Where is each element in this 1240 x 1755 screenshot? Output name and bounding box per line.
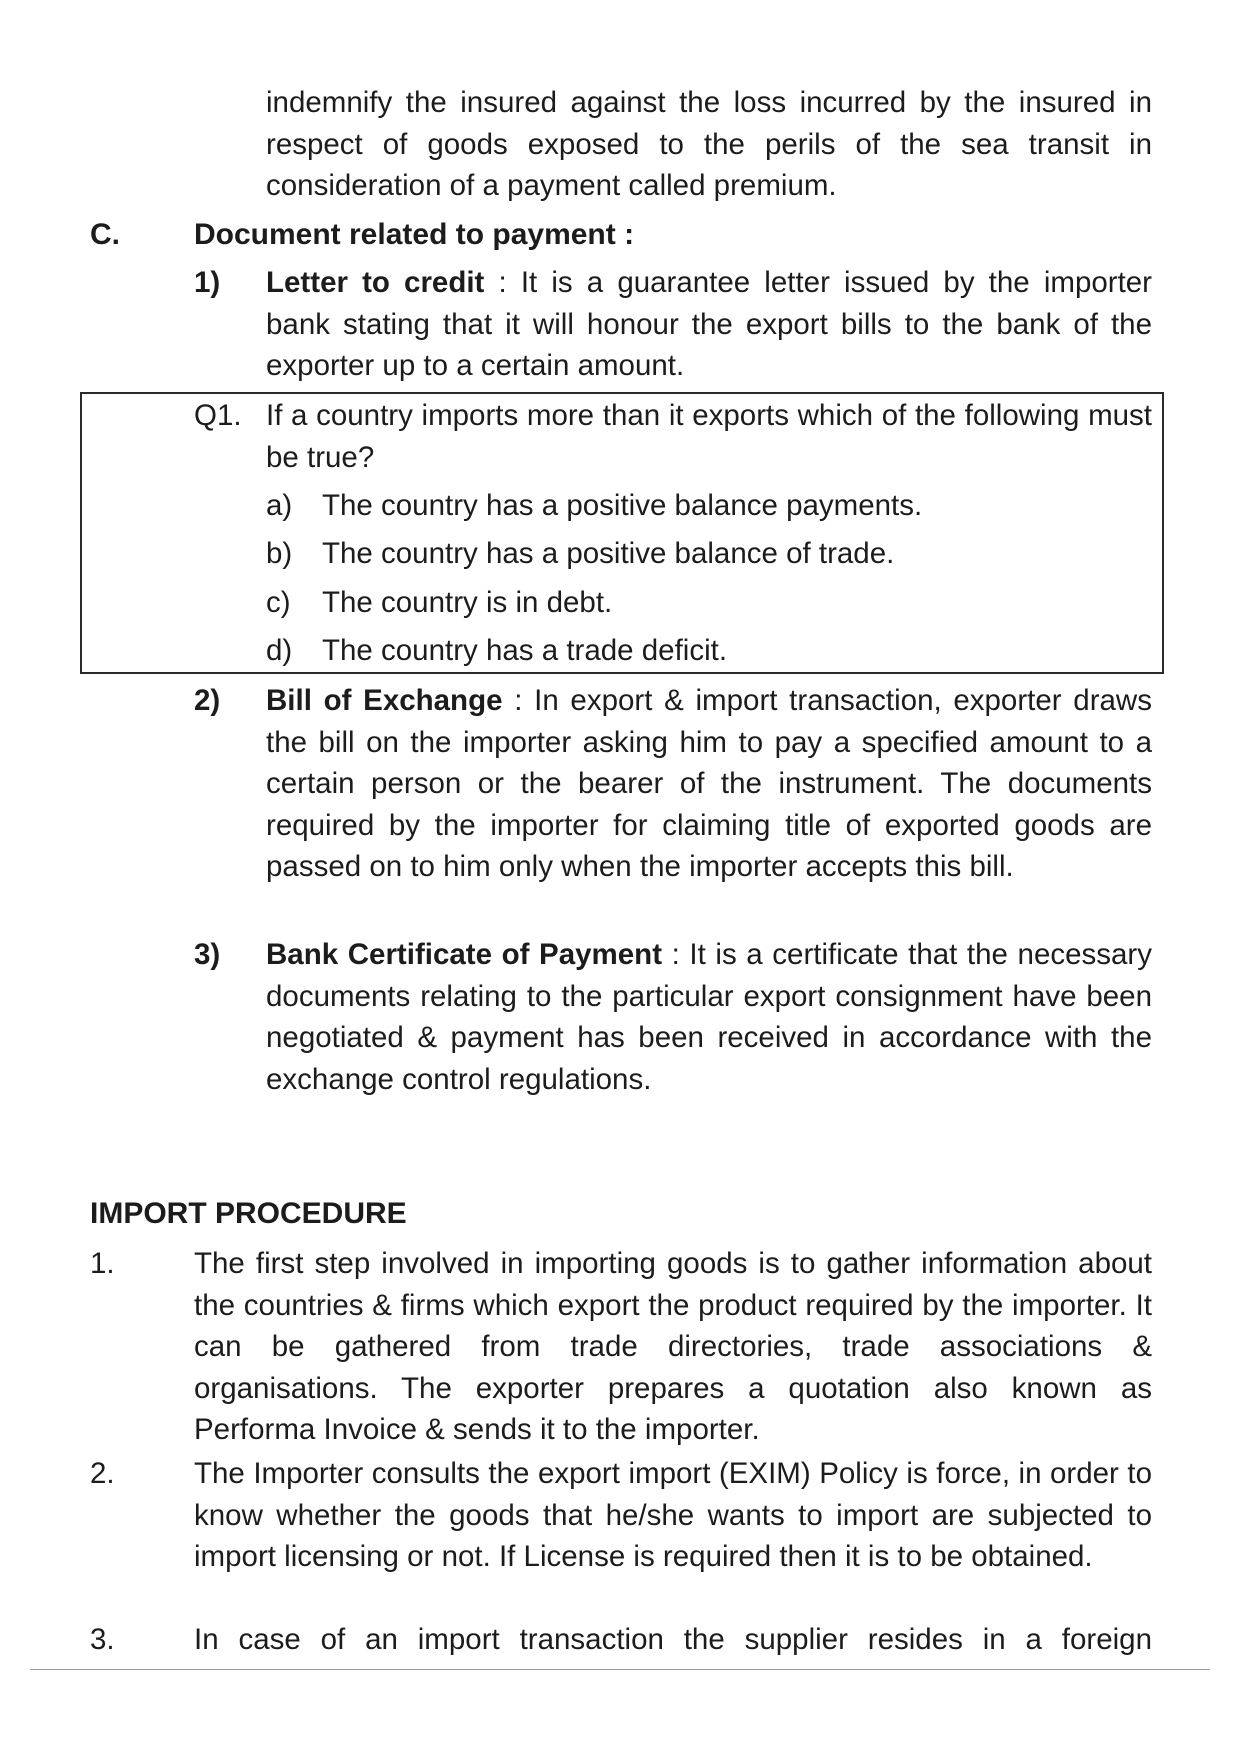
intro-paragraph: indemnify the insured against the loss incurred by the insured in respect of goods exposed to the perils of the sea transit in consideration of a payment called premium. xyxy=(266,86,1152,202)
question-text: If a country imports more than it exports which of the following must be true? xyxy=(266,399,1152,474)
item-2-term: Bill of Exchange xyxy=(266,684,503,717)
option-b-text: The country has a positive balance of trade. xyxy=(322,537,895,570)
item-1-text: It is a guarantee letter issued by the importer bank stating that it will honour the export bills to the bank of the exporter up to a certain amount. xyxy=(266,266,1153,382)
item-3-term: Bank Certificate of Payment xyxy=(266,938,663,971)
option-b-letter: b) xyxy=(266,537,293,570)
item-1-term: Letter to credit xyxy=(266,266,485,299)
step-2-number: 2. xyxy=(90,1457,115,1490)
item-1-letter-to-credit xyxy=(266,262,1152,387)
item-1-number: 1) xyxy=(194,266,221,299)
section-c-label: C. xyxy=(90,218,120,251)
item-2-text: In export & import transaction, exporter draws the bill on the importer asking him to pay a specified amount to a certain person or the bearer of the instrument. The documents required by the importer for claiming title of exported goods are passed on to him only when the importer accepts this bill. xyxy=(266,684,1152,883)
item-1-sep: : xyxy=(484,266,521,299)
item-2-bill-of-exchange xyxy=(266,680,1152,888)
item-2-number: 2) xyxy=(194,684,221,717)
import-procedure-title: IMPORT PROCEDURE xyxy=(90,1197,407,1230)
step-1-text: The first step involved in importing goods is to gather information about the countries & firms which export the product required by the importer. It can be gathered from trade directories, trade associations & organisations. The exporter prepares a quotation also known as Performa Invoice & sends it to the importer. xyxy=(194,1247,1152,1446)
item-2-sep: : xyxy=(502,684,535,717)
option-c-text: The country is in debt. xyxy=(322,586,613,619)
item-3-sep: : xyxy=(662,938,690,971)
step-3-number: 3. xyxy=(90,1623,115,1656)
step-2-text: The Importer consults the export import (EXIM) Policy is force, in order to know whether the goods that he/she wants to import are subjected to import licensing or not. If License is required then it is to be obtained. xyxy=(194,1457,1152,1573)
item-3-bank-certificate xyxy=(266,934,1152,1100)
option-d-letter: d) xyxy=(266,634,293,667)
item-3-text: It is a certificate that the necessary documents relating to the particular export consignment have been negotiated & payment has been received in accordance with the exchange control regulations. xyxy=(266,938,1152,1096)
option-d-text: The country has a trade deficit. xyxy=(322,634,728,667)
step-1-number: 1. xyxy=(90,1247,115,1280)
step-3-text: In case of an import transaction the supplier resides in a foreign xyxy=(194,1623,1152,1656)
option-a-text: The country has a positive balance payments. xyxy=(322,489,923,522)
question-label: Q1. xyxy=(194,399,242,432)
footer-rule xyxy=(30,1669,1210,1670)
option-c-letter: c) xyxy=(266,586,291,619)
item-3-number: 3) xyxy=(194,938,221,971)
option-a-letter: a) xyxy=(266,489,293,522)
section-c-title: Document related to payment : xyxy=(194,218,635,251)
